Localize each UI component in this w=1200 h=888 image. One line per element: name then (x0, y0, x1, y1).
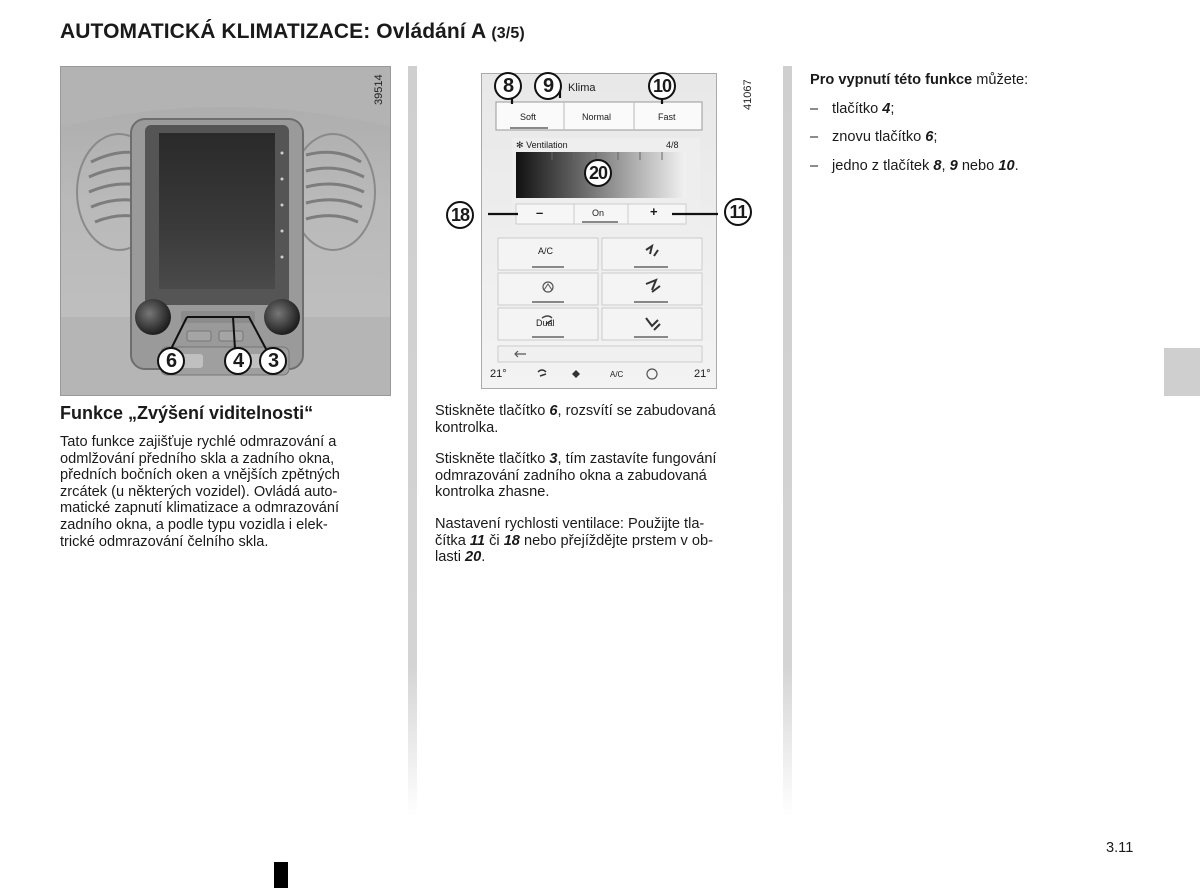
column-divider-left (408, 66, 417, 816)
text-run: Stiskněte tlačítko (435, 403, 550, 419)
ref-number: 9 (949, 157, 958, 174)
text-line: trické odmrazování čelního skla. (60, 533, 269, 550)
text-run: , rozsvítí se zabudovaná (557, 403, 716, 419)
ref-number: 4 (882, 100, 891, 117)
screen-header-label: Klima (568, 82, 596, 94)
paragraph-button-6 (435, 403, 765, 436)
list-dash: – (810, 157, 819, 174)
text-line (435, 533, 765, 550)
text-line: zrcátek (u některých vozidel). Ovládá auto- (60, 483, 338, 500)
text-run: ; (890, 100, 895, 117)
status-temp-left: 21° (490, 368, 507, 380)
intro-rest: můžete: (972, 72, 1029, 88)
callout-8: 8 (494, 72, 522, 100)
text-run: . (1014, 157, 1019, 174)
callout-4: 4 (224, 347, 252, 375)
ref-number: 8 (933, 157, 942, 174)
page-title-part: (3/5) (491, 25, 525, 42)
callout-18: 18 (446, 201, 474, 229)
text-run: znovu tlačítko (832, 129, 926, 145)
ventilation-plus: + (650, 204, 658, 219)
ref-number: 20 (465, 549, 482, 566)
text-run: , tím zastavíte fungování (557, 451, 717, 467)
list-dash: – (810, 129, 819, 145)
list-item (810, 95, 1028, 124)
chapter-tab (1164, 348, 1200, 396)
text-run: nebo přejíždějte prstem v ob- (519, 532, 713, 549)
mode-soft: Soft (520, 112, 537, 122)
text-line (435, 451, 765, 468)
ref-number: 3 (549, 451, 558, 467)
list-item (810, 152, 1028, 181)
ref-number: 11 (469, 532, 486, 549)
intro-bold: Pro vypnutí této funkce (810, 72, 973, 88)
dual-button-label: Dual (536, 318, 555, 328)
mode-normal: Normal (582, 112, 612, 122)
callout-10: 10 (648, 72, 676, 100)
text-line: zadního okna, a podle typu vozidla i elek- (60, 516, 328, 533)
dashboard-photo (60, 66, 391, 396)
status-temp-right: 21° (694, 368, 711, 380)
visibility-description (60, 434, 391, 550)
callout-3: 3 (259, 347, 287, 375)
climate-screen (481, 73, 717, 389)
callout-11: 11 (724, 198, 752, 226)
paragraph-button-3 (435, 451, 765, 501)
text-line: matické zapnutí klimatizace a odmrazování (60, 500, 340, 517)
callout-9: 9 (534, 72, 562, 100)
column-divider-right (783, 66, 792, 816)
ref-number: 18 (503, 532, 520, 549)
ventilation-minus: – (536, 205, 544, 220)
text-run: jedno z tlačítek (832, 157, 934, 174)
list-item (810, 123, 1028, 152)
ventilation-on: On (592, 208, 605, 218)
page-number: 3.11 (1106, 840, 1134, 856)
text-run: lasti (435, 549, 466, 566)
list-dash: – (810, 100, 819, 117)
page-title-main: AUTOMATICKÁ KLIMATIZACE: Ovládání A (60, 20, 486, 43)
paragraph-ventilation (435, 516, 765, 566)
text-line: předních bočních oken a vnějších zpětných (60, 467, 340, 484)
text-run: čítka (435, 532, 470, 549)
text-line: odmrazování zadního okna a zabudovaná (435, 467, 707, 484)
text-line (435, 403, 765, 420)
ac-button-label: A/C (538, 246, 554, 256)
text-run: či (485, 532, 504, 549)
text-line: kontrolka. (435, 419, 499, 436)
ventilation-level: 4/8 (666, 140, 679, 150)
callout-6: 6 (157, 347, 185, 375)
ref-number: 6 (549, 403, 558, 419)
text-run: ; (933, 129, 938, 145)
status-ac: A/C (610, 370, 624, 379)
list-intro (810, 66, 1028, 95)
text-line (435, 549, 765, 566)
page-title (60, 20, 525, 44)
ventilation-text: Ventilation (526, 140, 568, 150)
text-line: odmlžování předního skla a zadního okna, (60, 450, 335, 467)
text-run: , (941, 157, 950, 174)
figure-code-middle: 41067 (742, 79, 754, 110)
text-run: Stiskněte tlačítko (435, 451, 550, 467)
fan-icon: ✻ (516, 140, 524, 150)
text-line: kontrolka zhasne. (435, 484, 550, 501)
figure-code-left: 39514 (373, 74, 385, 105)
section-heading: Funkce „Zvýšení viditelnosti“ (60, 403, 314, 423)
ventilation-label (516, 140, 568, 151)
text-line: Nastavení rychlosti ventilace: Použijte tla- (435, 516, 705, 532)
text-run: . (481, 549, 486, 566)
text-line: Tato funkce zajišťuje rychlé odmrazování a (60, 434, 337, 450)
switch-off-list (810, 66, 1028, 180)
ref-number: 10 (998, 157, 1015, 174)
dashboard-illustration (61, 67, 391, 396)
mode-fast: Fast (658, 112, 676, 122)
text-run: tlačítko (832, 100, 883, 117)
text-run: nebo (957, 157, 999, 174)
ref-number: 6 (925, 129, 934, 145)
callout-20: 20 (584, 159, 612, 187)
print-mark (274, 862, 288, 888)
